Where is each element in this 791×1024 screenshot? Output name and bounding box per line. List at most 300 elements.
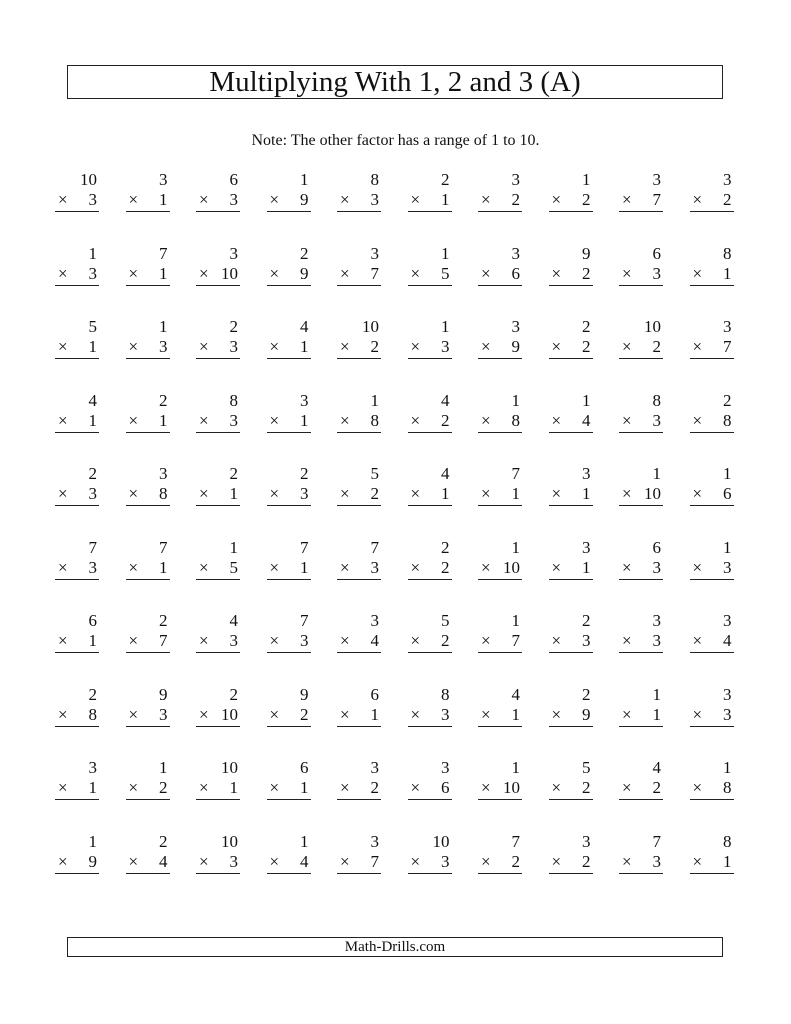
problem-bottom-factor: 8 <box>511 410 520 430</box>
answer-line <box>408 211 452 212</box>
problem-top-factor: 2 <box>300 464 309 483</box>
problem-bottom-row <box>408 631 452 651</box>
problem-bottom-row <box>55 558 99 578</box>
problem-bottom-factor: 7 <box>370 851 379 871</box>
problem-top-factor: 3 <box>370 758 379 777</box>
problem-bottom-row <box>690 484 734 504</box>
problem-bottom-factor: 3 <box>441 851 450 871</box>
problem-top-factor: 3 <box>441 758 450 777</box>
problem-bottom-factor: 3 <box>88 190 97 209</box>
multiply-sign: × <box>199 410 209 430</box>
multiply-sign: × <box>410 410 421 430</box>
problem-top-factor: 3 <box>370 831 379 851</box>
multiply-sign: × <box>692 410 703 430</box>
problem-bottom-factor: 1 <box>511 704 520 724</box>
problem-bottom-factor: 1 <box>159 410 168 430</box>
problem-bottom-row <box>196 484 240 504</box>
answer-line <box>337 432 381 433</box>
answer-line <box>408 726 452 727</box>
problem-bottom-factor: 1 <box>723 851 732 871</box>
problem-top-factor: 2 <box>582 317 591 336</box>
problem-item <box>267 170 311 244</box>
problem-top-factor: 1 <box>88 243 97 263</box>
problem-bottom-row <box>619 631 663 651</box>
multiply-sign: × <box>269 484 280 503</box>
problem-bottom-factor: 9 <box>511 337 520 356</box>
problem-item <box>478 317 522 391</box>
multiply-sign: × <box>481 704 491 724</box>
problem-bottom-factor: 7 <box>652 190 661 209</box>
answer-line <box>408 505 452 506</box>
problem-item <box>196 685 240 759</box>
multiply-sign: × <box>340 557 350 577</box>
multiply-sign: × <box>481 337 491 356</box>
problem-top-factor: 1 <box>159 317 168 336</box>
multiply-sign: × <box>692 263 703 283</box>
multiply-sign: × <box>481 263 491 283</box>
answer-line <box>478 505 522 506</box>
problem-bottom-factor: 3 <box>723 557 732 577</box>
problem-item <box>408 832 452 906</box>
problem-item <box>55 538 99 612</box>
problem-bottom-row <box>549 190 593 210</box>
problem-top-factor: 10 <box>362 317 379 336</box>
problem-item <box>478 391 522 465</box>
multiply-sign: × <box>410 778 421 797</box>
answer-line <box>126 358 170 359</box>
problem-bottom-factor: 1 <box>159 190 168 209</box>
problem-bottom-factor: 1 <box>582 557 591 577</box>
problem-top-factor: 8 <box>723 243 732 263</box>
problem-bottom-row <box>408 484 452 504</box>
problem-bottom-row <box>267 558 311 578</box>
problem-top-factor: 7 <box>159 243 168 263</box>
answer-line <box>267 505 311 506</box>
problem-item <box>549 685 593 759</box>
problem-bottom-factor: 2 <box>441 410 450 430</box>
multiply-sign: × <box>692 778 703 797</box>
multiply-sign: × <box>481 631 491 650</box>
problem-bottom-factor: 2 <box>652 337 661 356</box>
problem-bottom-factor: 10 <box>221 263 238 283</box>
problem-item <box>549 391 593 465</box>
problem-bottom-factor: 3 <box>582 631 591 650</box>
multiply-sign: × <box>128 851 139 871</box>
multiply-sign: × <box>622 190 632 209</box>
problem-bottom-row <box>337 411 381 431</box>
problem-bottom-factor: 3 <box>159 704 168 724</box>
problem-item <box>337 170 381 244</box>
answer-line <box>55 211 99 212</box>
problem-item <box>619 391 663 465</box>
answer-line <box>55 799 99 800</box>
problem-bottom-factor: 1 <box>441 190 450 209</box>
problem-bottom-row <box>126 411 170 431</box>
problem-item <box>619 244 663 318</box>
multiply-sign: × <box>340 190 350 209</box>
problem-bottom-factor: 1 <box>88 337 97 356</box>
problem-bottom-row <box>196 852 240 872</box>
problem-bottom-row <box>478 190 522 210</box>
problem-top-factor: 3 <box>159 170 168 189</box>
problem-bottom-row <box>549 264 593 284</box>
problem-bottom-row <box>267 778 311 798</box>
answer-line <box>549 285 593 286</box>
problem-item <box>196 758 240 832</box>
problem-item <box>408 244 452 318</box>
answer-line <box>619 579 663 580</box>
problem-grid <box>55 170 760 905</box>
multiply-sign: × <box>481 778 491 797</box>
problem-bottom-factor: 3 <box>229 851 238 871</box>
problem-item <box>196 391 240 465</box>
answer-line <box>337 358 381 359</box>
problem-top-factor: 1 <box>300 831 309 851</box>
answer-line <box>478 211 522 212</box>
multiply-sign: × <box>269 410 280 430</box>
multiply-sign: × <box>622 557 632 577</box>
problem-top-factor: 1 <box>300 170 309 189</box>
problem-item <box>337 832 381 906</box>
problem-bottom-row <box>619 264 663 284</box>
answer-line <box>126 873 170 874</box>
problem-item <box>337 391 381 465</box>
problem-item <box>126 832 170 906</box>
problem-bottom-row <box>126 484 170 504</box>
multiply-sign: × <box>199 704 209 724</box>
problem-bottom-factor: 10 <box>644 484 661 503</box>
multiply-sign: × <box>410 631 421 650</box>
problem-top-factor: 1 <box>723 464 732 483</box>
multiply-sign: × <box>410 263 421 283</box>
problem-bottom-factor: 2 <box>723 190 732 209</box>
problem-item <box>408 758 452 832</box>
answer-line <box>196 285 240 286</box>
multiply-sign: × <box>128 631 139 650</box>
problem-item <box>55 464 99 538</box>
problem-item <box>267 832 311 906</box>
multiply-sign: × <box>199 190 209 209</box>
problem-item <box>478 611 522 685</box>
multiply-sign: × <box>692 484 703 503</box>
multiply-sign: × <box>340 851 350 871</box>
problem-item <box>478 170 522 244</box>
problem-item <box>337 611 381 685</box>
problem-top-factor: 2 <box>441 170 450 189</box>
answer-line <box>126 799 170 800</box>
problem-bottom-row <box>196 190 240 210</box>
problem-bottom-row <box>690 264 734 284</box>
problem-item <box>126 685 170 759</box>
problem-top-factor: 1 <box>159 758 168 777</box>
answer-line <box>690 285 734 286</box>
problem-top-factor: 5 <box>441 611 450 630</box>
problem-bottom-factor: 3 <box>652 557 661 577</box>
problem-bottom-row <box>690 705 734 725</box>
multiply-sign: × <box>481 190 491 209</box>
problem-bottom-factor: 2 <box>159 778 168 797</box>
problem-item <box>619 170 663 244</box>
problem-bottom-factor: 1 <box>582 484 591 503</box>
problem-item <box>408 317 452 391</box>
problem-bottom-row <box>690 631 734 651</box>
problem-item <box>196 464 240 538</box>
problem-item <box>549 317 593 391</box>
answer-line <box>619 873 663 874</box>
problem-item <box>408 464 452 538</box>
answer-line <box>55 873 99 874</box>
problem-top-factor: 9 <box>300 684 309 704</box>
problem-bottom-factor: 3 <box>229 337 238 356</box>
answer-line <box>619 358 663 359</box>
multiply-sign: × <box>199 778 209 797</box>
problem-top-factor: 1 <box>723 537 732 557</box>
multiply-sign: × <box>622 337 632 356</box>
problem-bottom-row <box>478 852 522 872</box>
problem-top-factor: 4 <box>441 464 450 483</box>
problem-bottom-factor: 1 <box>511 484 520 503</box>
multiply-sign: × <box>58 557 68 577</box>
multiply-sign: × <box>410 337 421 356</box>
multiply-sign: × <box>551 337 562 356</box>
multiply-sign: × <box>340 704 350 724</box>
problem-top-factor: 5 <box>88 317 97 336</box>
problem-top-factor: 8 <box>723 831 732 851</box>
problem-item <box>337 685 381 759</box>
problem-item <box>478 685 522 759</box>
problem-bottom-factor: 3 <box>370 557 379 577</box>
multiply-sign: × <box>340 337 350 356</box>
problem-item <box>549 464 593 538</box>
problem-bottom-row <box>478 705 522 725</box>
problem-top-factor: 1 <box>511 537 520 557</box>
problem-bottom-row <box>337 484 381 504</box>
problem-item <box>196 244 240 318</box>
problem-bottom-row <box>337 337 381 357</box>
problem-top-factor: 3 <box>370 243 379 263</box>
problem-bottom-row <box>267 337 311 357</box>
problem-top-factor: 2 <box>229 464 238 483</box>
problem-bottom-row <box>196 631 240 651</box>
problem-bottom-row <box>478 337 522 357</box>
problem-bottom-row <box>690 852 734 872</box>
problem-item <box>196 538 240 612</box>
answer-line <box>549 579 593 580</box>
answer-line <box>408 285 452 286</box>
problem-bottom-row <box>337 778 381 798</box>
problem-bottom-row <box>126 631 170 651</box>
problem-bottom-factor: 3 <box>300 484 309 503</box>
problem-item <box>126 758 170 832</box>
problem-bottom-row <box>337 631 381 651</box>
problem-bottom-row <box>408 778 452 798</box>
problem-bottom-factor: 2 <box>511 851 520 871</box>
problem-top-factor: 2 <box>159 390 168 410</box>
problem-bottom-factor: 3 <box>88 557 97 577</box>
problem-item <box>337 244 381 318</box>
problem-bottom-row <box>55 705 99 725</box>
answer-line <box>549 652 593 653</box>
problem-item <box>478 464 522 538</box>
problem-bottom-factor: 7 <box>723 337 732 356</box>
multiply-sign: × <box>199 631 209 650</box>
problem-bottom-factor: 7 <box>159 631 168 650</box>
answer-line <box>619 211 663 212</box>
answer-line <box>478 432 522 433</box>
multiply-sign: × <box>58 190 68 209</box>
answer-line <box>408 579 452 580</box>
problem-top-factor: 7 <box>511 831 520 851</box>
answer-line <box>196 358 240 359</box>
multiply-sign: × <box>199 557 209 577</box>
problem-top-factor: 4 <box>441 390 450 410</box>
multiply-sign: × <box>692 851 703 871</box>
answer-line <box>55 285 99 286</box>
answer-line <box>478 285 522 286</box>
problem-top-factor: 4 <box>229 611 238 630</box>
problem-bottom-factor: 3 <box>229 410 238 430</box>
problem-bottom-row <box>619 411 663 431</box>
problem-top-factor: 3 <box>370 611 379 630</box>
problem-item <box>55 170 99 244</box>
problem-top-factor: 7 <box>300 537 309 557</box>
multiply-sign: × <box>128 557 139 577</box>
problem-bottom-factor: 3 <box>229 631 238 650</box>
problem-item <box>690 832 734 906</box>
problem-top-factor: 10 <box>644 317 661 336</box>
problem-top-factor: 3 <box>723 170 732 189</box>
problem-bottom-row <box>337 852 381 872</box>
problem-item <box>619 611 663 685</box>
problem-bottom-factor: 8 <box>370 410 379 430</box>
answer-line <box>690 579 734 580</box>
problem-top-factor: 8 <box>370 170 379 189</box>
problem-bottom-factor: 7 <box>370 263 379 283</box>
problem-bottom-factor: 2 <box>582 190 591 209</box>
multiply-sign: × <box>551 263 562 283</box>
answer-line <box>690 211 734 212</box>
problem-item <box>690 538 734 612</box>
answer-line <box>408 799 452 800</box>
problem-bottom-factor: 4 <box>582 410 591 430</box>
answer-line <box>126 652 170 653</box>
answer-line <box>196 579 240 580</box>
problem-bottom-row <box>619 190 663 210</box>
answer-line <box>55 358 99 359</box>
problem-item <box>408 170 452 244</box>
problem-bottom-factor: 2 <box>370 484 379 503</box>
problem-bottom-factor: 9 <box>300 190 309 209</box>
problem-item <box>337 317 381 391</box>
problem-bottom-row <box>55 411 99 431</box>
problem-top-factor: 10 <box>432 831 450 851</box>
problem-bottom-row <box>196 778 240 798</box>
problem-item <box>549 244 593 318</box>
problem-top-factor: 2 <box>300 243 309 263</box>
problem-bottom-factor: 1 <box>300 410 309 430</box>
problem-bottom-row <box>690 337 734 357</box>
problem-top-factor: 6 <box>88 611 97 630</box>
multiply-sign: × <box>58 851 68 871</box>
answer-line <box>690 799 734 800</box>
problem-top-factor: 3 <box>723 684 732 704</box>
problem-top-factor: 7 <box>300 611 309 630</box>
problem-item <box>408 538 452 612</box>
problem-bottom-factor: 1 <box>159 557 168 577</box>
problem-bottom-factor: 3 <box>723 704 732 724</box>
problem-bottom-factor: 5 <box>229 557 238 577</box>
multiply-sign: × <box>58 263 68 283</box>
problem-top-factor: 6 <box>370 684 379 704</box>
problem-top-factor: 2 <box>88 464 97 483</box>
answer-line <box>126 285 170 286</box>
problem-top-factor: 3 <box>511 243 520 263</box>
problem-bottom-row <box>267 484 311 504</box>
problem-bottom-factor: 9 <box>582 704 591 724</box>
answer-line <box>690 726 734 727</box>
problem-bottom-factor: 8 <box>723 410 732 430</box>
problem-bottom-factor: 7 <box>511 631 520 650</box>
problem-top-factor: 4 <box>511 684 520 704</box>
answer-line <box>408 432 452 433</box>
problem-bottom-row <box>55 631 99 651</box>
problem-top-factor: 2 <box>88 684 97 704</box>
multiply-sign: × <box>410 557 421 577</box>
answer-line <box>478 652 522 653</box>
problem-top-factor: 3 <box>229 243 238 263</box>
problem-bottom-factor: 8 <box>723 778 732 797</box>
problem-bottom-row <box>408 264 452 284</box>
problem-item <box>408 611 452 685</box>
multiply-sign: × <box>269 631 280 650</box>
problem-bottom-row <box>478 558 522 578</box>
problem-bottom-factor: 2 <box>441 631 450 650</box>
problem-item <box>408 685 452 759</box>
multiply-sign: × <box>551 557 562 577</box>
problem-bottom-factor: 4 <box>723 631 732 650</box>
answer-line <box>337 652 381 653</box>
problem-top-factor: 3 <box>511 170 520 189</box>
problem-item <box>267 391 311 465</box>
answer-line <box>126 726 170 727</box>
problem-bottom-row <box>478 264 522 284</box>
answer-line <box>126 432 170 433</box>
problem-bottom-row <box>549 337 593 357</box>
multiply-sign: × <box>269 337 280 356</box>
problem-bottom-factor: 1 <box>88 778 97 797</box>
problem-bottom-row <box>408 190 452 210</box>
problem-top-factor: 1 <box>441 243 450 263</box>
problem-bottom-row <box>478 411 522 431</box>
answer-line <box>478 726 522 727</box>
problem-bottom-factor: 3 <box>652 851 661 871</box>
problem-bottom-row <box>337 190 381 210</box>
problem-bottom-factor: 6 <box>723 484 732 503</box>
problem-top-factor: 3 <box>652 611 661 630</box>
problem-item <box>55 611 99 685</box>
problem-top-factor: 1 <box>441 317 450 336</box>
answer-line <box>55 505 99 506</box>
multiply-sign: × <box>58 631 68 650</box>
problem-bottom-row <box>55 264 99 284</box>
answer-line <box>126 211 170 212</box>
multiply-sign: × <box>410 704 421 724</box>
problem-item <box>690 170 734 244</box>
multiply-sign: × <box>58 704 68 724</box>
problem-top-factor: 4 <box>300 317 309 336</box>
problem-top-factor: 1 <box>511 758 520 777</box>
problem-item <box>126 170 170 244</box>
